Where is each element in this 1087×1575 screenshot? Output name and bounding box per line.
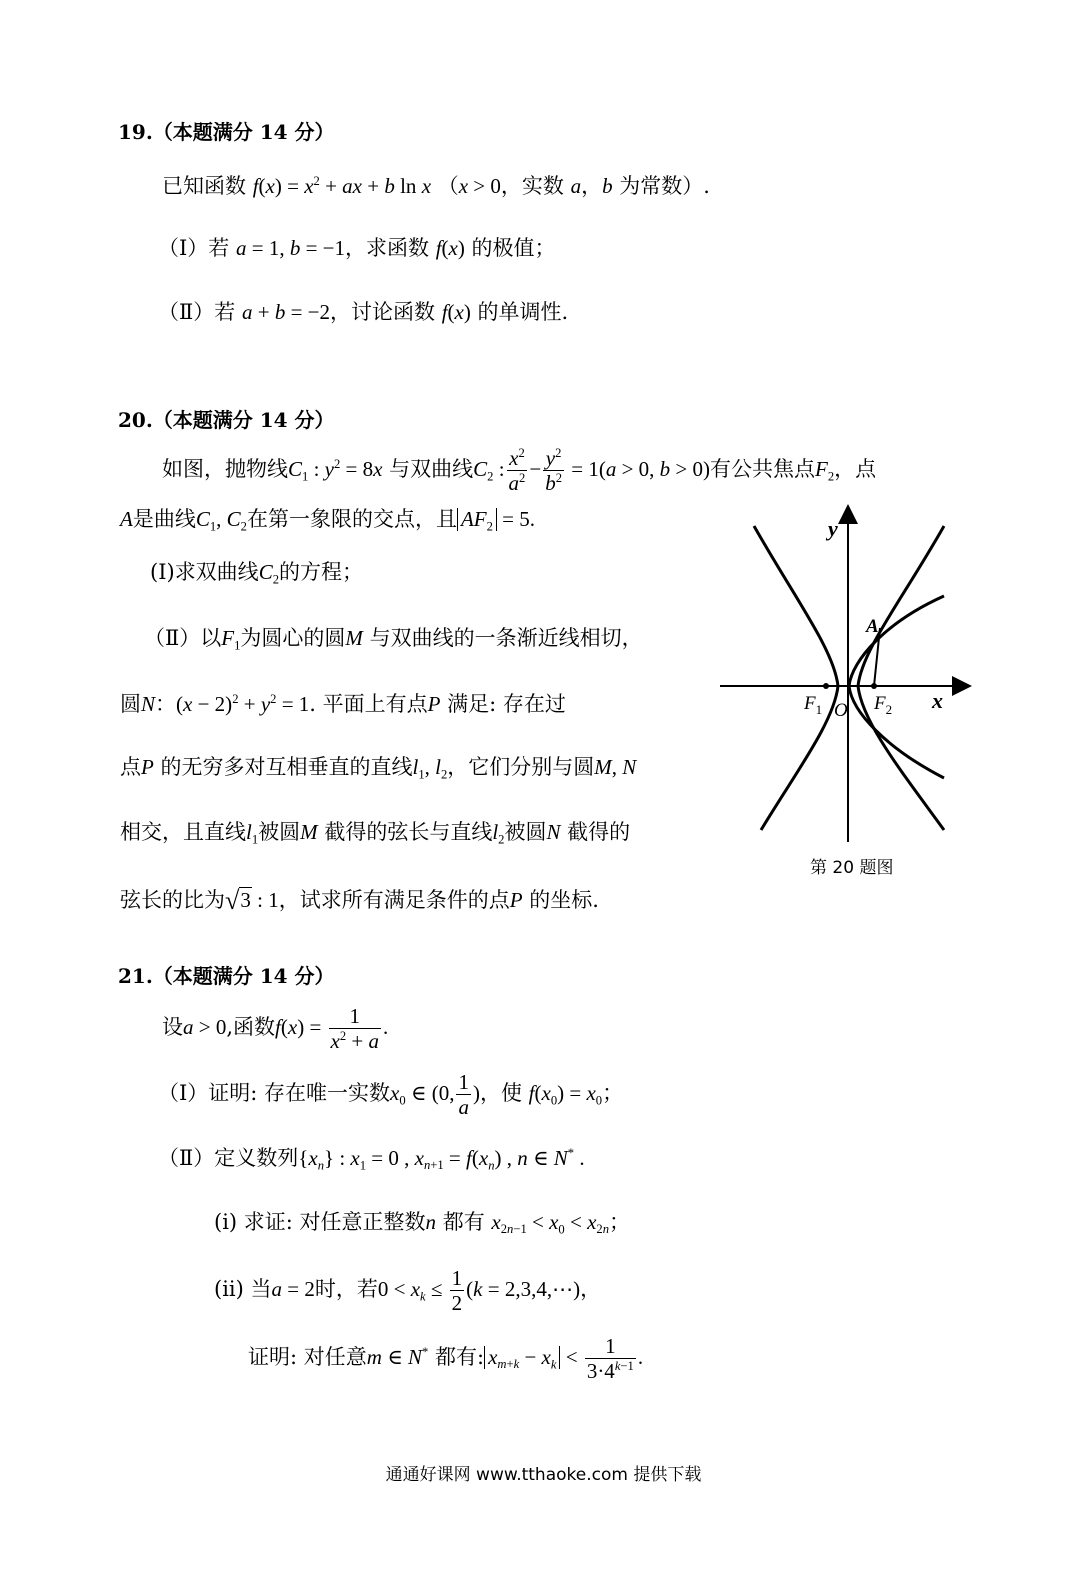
q20-number: 20. [118,408,153,432]
q20-text: 点 [120,755,141,779]
footer-download-note: 通通好课网 www.tthaoke.com 提供下载 [385,1465,702,1485]
q20-figure-caption: 第 20 题图 [810,858,894,878]
q19-intro-text: 已知函数 [162,174,246,198]
q20-intro-line1: 如图，抛物线$C_1$ : $y^2 = 8x$ 与双曲线$C_2$ : $\frac{x^2}{a^2}$ − $\frac{y^2}{b^2}$ = 1(a > 0, b > 0)有公共焦点$F_2$，点 [162,445,877,495]
q21-sub2-label: (ii) [214,1277,244,1301]
q21-half-frac: $\frac{1}{2}$ [451,1265,463,1315]
q20-score: （本题满分 14 分） [152,408,335,432]
q20-text: 的无穷多对互相垂直的直线 [160,755,413,779]
q21-interval-frac: $\frac{1}{a}$ [458,1069,469,1119]
q21-text: 证明: 对任意 [248,1345,367,1369]
q20-hyperbola-frac2: $\frac{y^2}{b^2}$ [545,445,562,495]
q21-text: 求证: 对任意正整数 [243,1210,426,1234]
q20-text: 为圆心的圆 [240,626,346,650]
q21-score: （本题满分 14 分） [152,964,335,988]
q20-text: ，它们分别与圆 [447,755,595,779]
q20-text: 与双曲线的一条渐近线相切， [369,626,643,650]
q20-part2-line2: 圆N：$(x - 2)^2 + y^2 = 1$. 平面上有点P 满足: 存在过 [120,691,566,716]
q19-header [118,122,335,142]
q21-text: 当 [250,1277,272,1301]
q20-text: 求双曲线 [174,560,259,584]
q19-score: （本题满分 14 分） [152,120,335,144]
q21-intro: 设a > 0,函数f(x) = $\frac{1}{x^2 + a}$ . [162,1003,389,1053]
q21-bound-frac: $\frac{1}{3\cdot 4^{k-1}}$ [586,1333,634,1383]
q21-text: 时，若 [314,1277,378,1301]
q20-abs-AF2: $AF_2$ [457,508,497,531]
q21-sub1: (i) 求证: 对任意正整数n 都有 $x_{2n-1} < x_0 < x_{2n}$； [214,1210,630,1237]
q21-text: ，使 [479,1081,522,1105]
label-x: x [932,688,943,713]
q20-text: 截得的弦长与直线 [324,820,493,844]
q19-part2-label: （Ⅱ） [158,300,215,324]
hyperbola-left-branch [754,526,838,830]
q20-text: 被圆 [258,820,301,844]
q20-text: 相交，且直线 [120,820,246,844]
q21-text: 设 [162,1015,183,1039]
q20-text: 满足: 存在过 [447,692,566,716]
q19-number: 19. [118,120,153,144]
label-F2: $F_2$ [874,693,893,717]
q19-intro: 已知函数 $f(x) = x^2$ + ax + b ln x （x > 0，实数 a，b 为常数）. [162,173,710,198]
q21-abs-diff: $x_{m+k} - x_k$ [484,1346,560,1369]
q20-text: 截得的 [567,820,631,844]
q21-number: 21. [118,964,153,988]
q19-part1: （Ⅰ）若 a = 1, b = −1，求函数 f(x) 的极值； [158,236,556,260]
q20-part2-line5: 弦长的比为√3 : 1，试求所有满足条件的点P 的坐标. [120,886,599,915]
q20-text: 有公共焦点 [710,457,816,481]
q20-text: 是曲线 [132,507,196,531]
q20-text: 的坐标. [529,888,599,912]
q20-text: 弦长的比为 [120,888,225,912]
q20-part2-line1: （Ⅱ）以$F_1$为圆心的圆M 与双曲线的一条渐近线相切， [144,626,643,653]
hyperbola-right-branch [858,526,944,830]
q20-part2-line4: 相交，且直线$l_1$被圆M 截得的弦长与直线$l_2$被圆N 截得的 [120,820,631,847]
q19-part1-label: （Ⅰ） [158,236,209,260]
q20-text: ： [155,692,177,716]
q20-header [118,410,335,430]
q20-sqrt3: √3 [225,886,251,915]
q21-sub2-proof: 证明: 对任意m ∈ N* 都有: $x_{m+k} - x_k$ < $\frac{1}{3\cdot 4^{k-1}}$ . [248,1333,644,1383]
q20-part2-line3: 点P 的无穷多对互相垂直的直线$l_1$, $l_2$，它们分别与圆M, N [120,755,637,782]
q21-function-frac: $\frac{1}{x^2 + a}$ [330,1003,380,1053]
q20-text: 如图，抛物线 [162,457,288,481]
q21-header [118,966,335,986]
q20-text: 在第一象限的交点，且 [246,507,457,531]
q21-text: 证明: 存在唯一实数 [208,1081,391,1105]
q20-part1-label: (Ⅰ) [150,560,175,584]
q20-text: 与双曲线 [389,457,474,481]
q21-part1: （Ⅰ）证明: 存在唯一实数$x_0$ ∈ (0, $\frac{1}{a}$ )，使 $f(x_0) = x_0$； [158,1069,624,1119]
q20-part2-label: （Ⅱ） [144,626,201,650]
q20-text: 的方程； [279,560,363,584]
q21-part1-label: （Ⅰ） [158,1081,209,1105]
q20-text: ，试求所有满足条件的点 [278,888,510,912]
q20-text: . 平面上有点 [309,692,428,716]
q20-text: 以 [200,626,222,650]
q21-text: ,函数 [226,1015,276,1039]
q21-text: 都有 [442,1210,485,1234]
q21-sub2: (ii) 当a = 2时，若$0 < x_k$ ≤ $\frac{1}{2}$ (k = 2,3,4,⋯)， [214,1265,602,1315]
q19-part2: （Ⅱ）若 a + b = −2，讨论函数 f(x) 的单调性. [158,300,569,324]
q20-text: 圆 [120,692,141,716]
q20-figure [716,500,978,842]
q20-hyperbola-frac1: $\frac{x^2}{a^2}$ [508,445,526,495]
q21-part2: （Ⅱ）定义数列$\{x_n\}$ : $x_1 = 0$ , $x_{n+1} = f(x_n)$ , n ∈ N* . [158,1145,585,1173]
label-F1: $F_1$ [804,693,823,717]
label-O: O [834,700,848,721]
q20-intro-line2: A是曲线$C_1$, $C_2$在第一象限的交点，且 $AF_2 = 5$. [120,507,535,534]
q21-part2-label: （Ⅱ） [158,1146,215,1170]
label-A: A [866,616,879,637]
q20-text: 被圆 [504,820,547,844]
q20-text: ，点 [834,457,877,481]
point-F2 [871,683,877,689]
q20-part1: (Ⅰ)求双曲线$C_2$的方程； [150,560,363,587]
q21-text: 定义数列 [214,1146,299,1170]
q19-function-formula: f [252,174,259,198]
point-F1 [823,683,829,689]
q21-sub1-label: (i) [214,1210,238,1234]
q21-text: 都有: [434,1345,485,1369]
label-y: y [828,516,838,541]
